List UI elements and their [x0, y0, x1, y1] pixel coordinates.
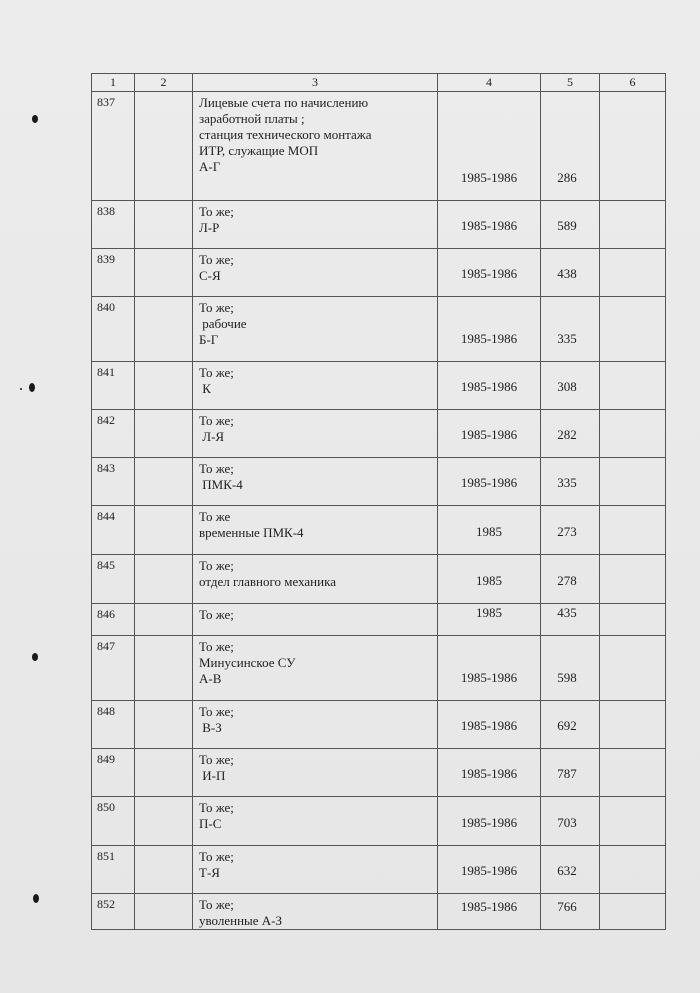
header-row [92, 74, 666, 92]
empty-cell [135, 297, 193, 362]
empty-cell [600, 846, 666, 894]
entry-title-line: С-Я [199, 268, 221, 283]
column-header: 6 [600, 74, 666, 92]
column-header: 5 [541, 74, 600, 92]
entry-sheet-count: 766 [541, 894, 600, 930]
entry-sheet-count: 273 [541, 506, 600, 555]
entry-title [193, 506, 438, 555]
entry-title [193, 604, 438, 636]
entry-years: 1985-1986 [438, 458, 541, 506]
entry-title [193, 636, 438, 701]
entry-title [193, 894, 438, 930]
empty-cell [600, 410, 666, 458]
entry-title-line: То же [199, 509, 231, 524]
entry-title [193, 846, 438, 894]
entry-title [193, 410, 438, 458]
empty-cell [135, 701, 193, 749]
entry-sheet-count: 787 [541, 749, 600, 797]
entry-title-line: ПМК-4 [199, 477, 243, 492]
empty-cell [135, 749, 193, 797]
entry-sheet-count: 282 [541, 410, 600, 458]
empty-cell [135, 249, 193, 297]
table-row [92, 636, 666, 701]
empty-cell [135, 846, 193, 894]
entry-title-line: отдел главного механика [199, 574, 336, 589]
entry-title-line: Л-Я [199, 429, 225, 444]
entry-title-line: То же; [199, 897, 234, 912]
entry-number: 847 [92, 636, 135, 701]
entry-sheet-count: 438 [541, 249, 600, 297]
empty-cell [600, 797, 666, 846]
empty-cell [135, 92, 193, 201]
entry-years: 1985-1986 [438, 297, 541, 362]
entry-title-line: Б-Г [199, 332, 219, 347]
entry-title [193, 749, 438, 797]
entry-title-line: То же; [199, 752, 234, 767]
table-row [92, 506, 666, 555]
entry-sheet-count: 632 [541, 846, 600, 894]
empty-cell [135, 555, 193, 604]
empty-cell [135, 506, 193, 555]
table-row [92, 797, 666, 846]
entry-number: 842 [92, 410, 135, 458]
entry-title-line: ИТР, служащие МОП [199, 143, 319, 158]
empty-cell [135, 636, 193, 701]
entry-title-line: То же; [199, 461, 234, 476]
entry-title-line: То же; [199, 800, 234, 815]
empty-cell [600, 297, 666, 362]
entry-sheet-count: 335 [541, 458, 600, 506]
entry-title [193, 297, 438, 362]
table-row [92, 701, 666, 749]
entry-title [193, 92, 438, 201]
empty-cell [600, 636, 666, 701]
entry-title-line: То же; [199, 300, 234, 315]
entry-years: 1985-1986 [438, 249, 541, 297]
empty-cell [135, 362, 193, 410]
entry-number: 838 [92, 201, 135, 249]
entry-title-line: уволенные А-З [199, 913, 283, 928]
entry-title-line: То же; [199, 607, 234, 622]
entry-title [193, 362, 438, 410]
entry-sheet-count: 278 [541, 555, 600, 604]
empty-cell [600, 555, 666, 604]
entry-title-line: Л-Р [199, 220, 220, 235]
entry-title-line: К [199, 381, 211, 396]
entry-title-line: То же; [199, 849, 234, 864]
empty-cell [600, 749, 666, 797]
entry-number: 849 [92, 749, 135, 797]
entry-title-line: станция технического монтажа [199, 127, 372, 142]
entry-number: 850 [92, 797, 135, 846]
entry-title-line: И-П [199, 768, 226, 783]
empty-cell [135, 894, 193, 930]
empty-cell [600, 362, 666, 410]
entry-number: 846 [92, 604, 135, 636]
empty-cell [600, 92, 666, 201]
entry-title-line: В-З [199, 720, 222, 735]
entry-title-line: То же; [199, 639, 234, 654]
entry-sheet-count: 692 [541, 701, 600, 749]
empty-cell [135, 410, 193, 458]
entry-title-line: Минусинское СУ [199, 655, 296, 670]
table-row [92, 201, 666, 249]
entry-number: 843 [92, 458, 135, 506]
column-header: 4 [438, 74, 541, 92]
column-header: 2 [135, 74, 193, 92]
table-row [92, 297, 666, 362]
scan-speck [20, 388, 22, 390]
entry-years: 1985-1986 [438, 92, 541, 201]
entry-years: 1985-1986 [438, 636, 541, 701]
entry-sheet-count: 335 [541, 297, 600, 362]
table-row [92, 410, 666, 458]
entry-number: 852 [92, 894, 135, 930]
entry-title [193, 458, 438, 506]
entry-sheet-count: 286 [541, 92, 600, 201]
entry-title-line: П-С [199, 816, 222, 831]
entry-years: 1985 [438, 506, 541, 555]
table-row [92, 362, 666, 410]
entry-sheet-count: 308 [541, 362, 600, 410]
table-row [92, 894, 666, 930]
entry-title-line: То же; [199, 558, 234, 573]
entry-years: 1985-1986 [438, 894, 541, 930]
scan-speck [32, 653, 38, 661]
inventory-table [91, 73, 666, 930]
entry-sheet-count: 435 [541, 604, 600, 636]
entry-sheet-count: 598 [541, 636, 600, 701]
entry-years: 1985-1986 [438, 749, 541, 797]
entry-number: 837 [92, 92, 135, 201]
empty-cell [135, 201, 193, 249]
entry-years: 1985-1986 [438, 797, 541, 846]
entry-title-line: То же; [199, 204, 234, 219]
entry-years: 1985-1986 [438, 362, 541, 410]
empty-cell [135, 797, 193, 846]
entry-title-line: То же; [199, 413, 234, 428]
entry-number: 848 [92, 701, 135, 749]
entry-years: 1985-1986 [438, 701, 541, 749]
entry-years: 1985-1986 [438, 201, 541, 249]
column-header: 1 [92, 74, 135, 92]
entry-number: 851 [92, 846, 135, 894]
empty-cell [600, 506, 666, 555]
entry-title-line: А-В [199, 671, 222, 686]
entry-title-line: То же; [199, 365, 234, 380]
table-row [92, 555, 666, 604]
table-row [92, 846, 666, 894]
entry-title [193, 701, 438, 749]
entry-title-line: временные ПМК-4 [199, 525, 304, 540]
entry-title-line: То же; [199, 704, 234, 719]
empty-cell [135, 458, 193, 506]
scan-speck [29, 383, 35, 392]
entry-title-line: Лицевые счета по начислению [199, 95, 369, 110]
entry-title-line: рабочие [199, 316, 247, 331]
scan-speck [33, 894, 39, 903]
empty-cell [600, 701, 666, 749]
entry-title-line: А-Г [199, 159, 221, 174]
entry-number: 840 [92, 297, 135, 362]
entry-title-line: То же; [199, 252, 234, 267]
scan-speck [32, 115, 38, 123]
table-row [92, 604, 666, 636]
entry-years: 1985 [438, 604, 541, 636]
table-row [92, 249, 666, 297]
table-row [92, 92, 666, 201]
entry-title [193, 249, 438, 297]
entry-sheet-count: 703 [541, 797, 600, 846]
column-header: 3 [193, 74, 438, 92]
empty-cell [600, 249, 666, 297]
empty-cell [600, 894, 666, 930]
empty-cell [135, 604, 193, 636]
entry-title-line: Т-Я [199, 865, 220, 880]
entry-title [193, 555, 438, 604]
entry-title [193, 201, 438, 249]
entry-years: 1985 [438, 555, 541, 604]
entry-number: 839 [92, 249, 135, 297]
empty-cell [600, 604, 666, 636]
entry-title [193, 797, 438, 846]
entry-number: 845 [92, 555, 135, 604]
entry-number: 844 [92, 506, 135, 555]
entry-title-line: заработной платы ; [199, 111, 305, 126]
entry-sheet-count: 589 [541, 201, 600, 249]
entry-years: 1985-1986 [438, 846, 541, 894]
empty-cell [600, 201, 666, 249]
entry-number: 841 [92, 362, 135, 410]
table-row [92, 749, 666, 797]
table-row [92, 458, 666, 506]
empty-cell [600, 458, 666, 506]
entry-years: 1985-1986 [438, 410, 541, 458]
